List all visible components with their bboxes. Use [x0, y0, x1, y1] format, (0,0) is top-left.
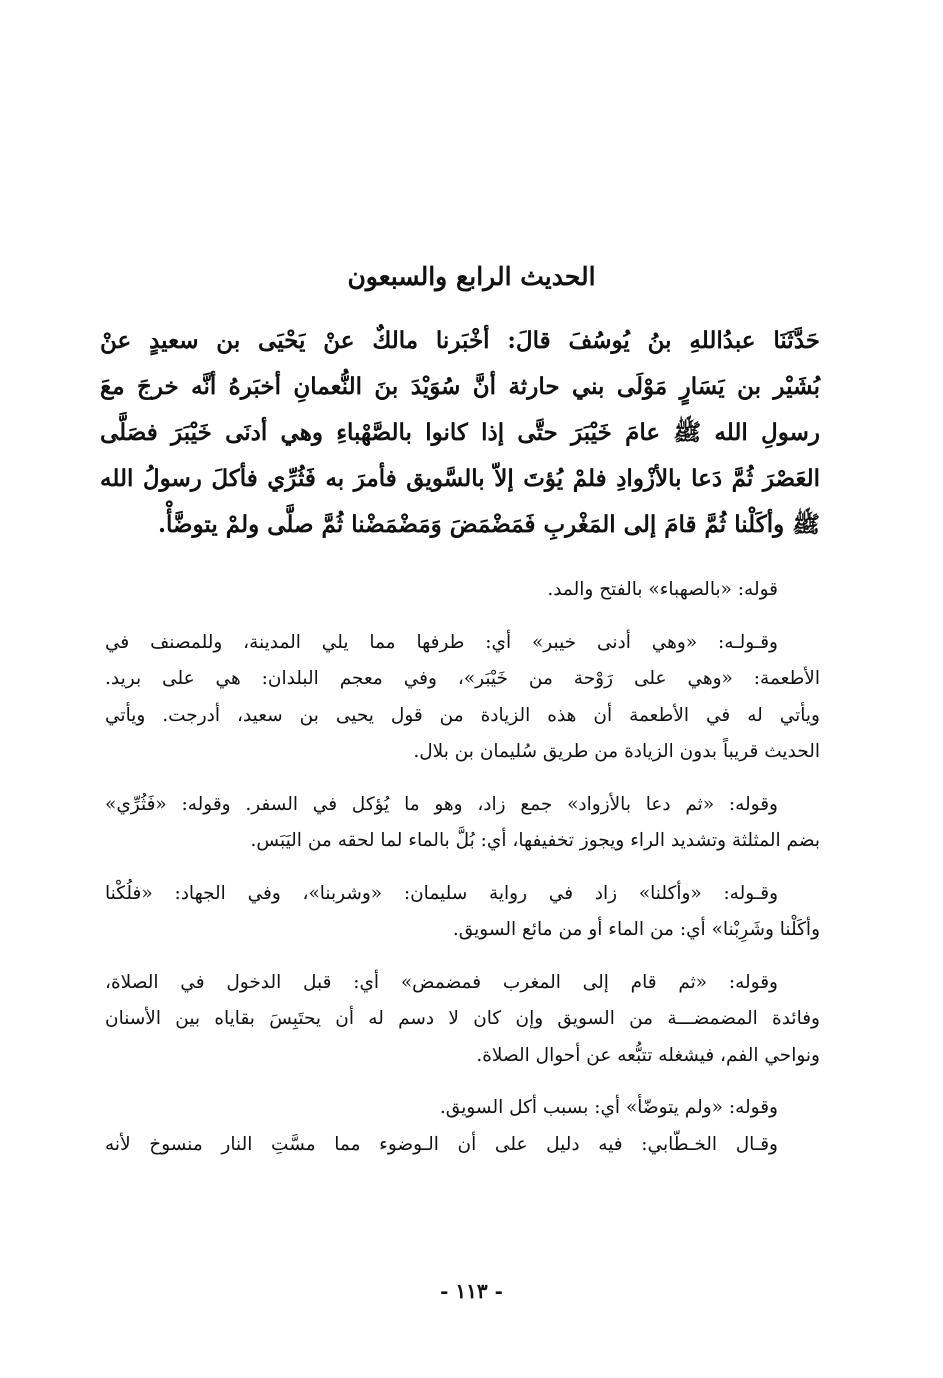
hadith-line: ﷺ وأكَلْنا ثُمَّ قامَ إلى المَغْربِ فَمَضْمَضَ وَمَضْمَضْنا ثُمَّ صلَّى ولمْ يتوضَّأْ.: [157, 511, 820, 538]
hadith-text: [100, 318, 820, 548]
commentary-line: ونواحي الفم، فيشغله تتبُّعه عن أحوال الصلاة.: [476, 1044, 820, 1066]
commentary-paragraph: [105, 965, 820, 1075]
commentary-line: بضم المثلثة وتشديد الراء ويجوز تخفيفها، أي: بُلَّ بالماء لما لحقه من اليَبَس.: [250, 830, 820, 851]
commentary-line: وقوله: «ثم دعا بالأزواد» جمع زاد، وهو ما يُؤكل في السفر. وقوله: «فَثُرِّي»: [105, 793, 778, 815]
commentary: [105, 572, 820, 1179]
page-number: - ١١٣ -: [440, 1279, 503, 1303]
commentary-line: وفائدة المضمضـــة من السويق وإن كان لا دسم له أن يحتَبِسَ بقاياه بين الأسنان: [105, 1008, 820, 1029]
hadith-line: العَصْرَ ثُمَّ دَعا بالأزْوادِ فلمْ يُؤتَ إلاّ بالسَّويق فأمرَ به فَثُرِّي فأكلَ رسولُ الله: [100, 465, 820, 492]
commentary-line: ويأتي له في الأطعمة أن هذه الزيادة من قول يحيى بن سعيد، أدرجت. ويأتي: [105, 704, 820, 726]
commentary-paragraph: [105, 787, 820, 860]
commentary-line: قوله: «بالصهباء» بالفتح والمد.: [547, 579, 778, 600]
hadith-line: حَدَّثَنَا عبدُاللهِ بنُ يُوسُفَ قالَ: أخْبَرنا مالكٌ عنْ يَحْيَى بن سعيدٍ عنْ: [100, 327, 820, 354]
commentary-line: وقـوله: «وأكلنا» زاد في رواية سليمان: «وشربنا»، وفي الجهاد: «فلُكْنا: [105, 882, 778, 904]
commentary-line: وقوله: «ولم يتوضّأ» أي: بسبب أكل السويق.: [439, 1097, 778, 1118]
hadith-line: بُشَيْر بن يَسَارٍ مَوْلَى بني حارثة أنَّ سُوَيْدَ بنَ النُّعمانِ أخبَرهُ أنَّه خرجَ معَ: [100, 373, 820, 400]
hadith-line: رسولِ الله ﷺ عامَ خَيْبَرَ حتَّى إذا كانوا بالصَّهْباءِ وهي أدنَى خَيْبَرَ فصَلَّى: [100, 419, 820, 446]
hadith-heading: الحديث الرابع والسبعون: [347, 262, 596, 291]
commentary-line: وقوله: «ثم قام إلى المغرب فمضمض» أي: قبل الدخول في الصلاة،: [105, 971, 778, 993]
commentary-paragraph: [105, 572, 820, 609]
commentary-line: وقـولـه: «وهي أدنى خيبر» أي: طرفها مما يلي المدينة، وللمصنف في: [105, 631, 778, 653]
commentary-line: وأكَلْنا وشَرِبْنا» أي: من الماء أو من مائع السويق.: [452, 919, 820, 940]
commentary-line: وقـال الخـطّابي: فيه دليل على أن الـوضوء مما مسَّتِ النار منسوخ لأنه: [105, 1133, 778, 1155]
commentary-line: الأطعمة: «وهي على رَوْحة من خَيْبَر»، وفي معجم البلدان: هي على بريد.: [105, 668, 820, 689]
commentary-paragraph: [105, 876, 820, 949]
commentary-paragraph: [105, 625, 820, 771]
commentary-paragraph: [105, 1090, 820, 1163]
commentary-line: الحديث قريباً بدون الزيادة من طريق سُليمان بن بلال.: [413, 741, 820, 762]
